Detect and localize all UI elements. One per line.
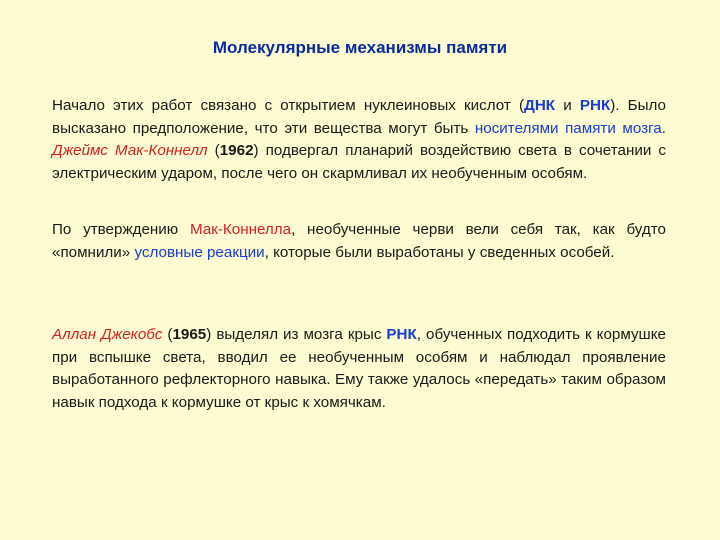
text-segment: и — [555, 97, 580, 114]
text-segment: По утверждению — [52, 221, 190, 238]
person-mcconnell-genitive: Мак-Коннелла — [189, 221, 292, 238]
term-rnk: РНК — [579, 97, 611, 114]
term-dnk: ДНК — [524, 97, 556, 114]
year-1965: 1965 — [172, 326, 207, 343]
term-conditioned-reflexes: условные реакции — [134, 243, 265, 261]
text-segment: , которые были выработаны у сведенных особей. — [264, 243, 615, 261]
paragraph-nucleic-acids — [52, 95, 666, 185]
text-segment: . — [661, 119, 666, 137]
text-segment: ) выделял из мозга крыс — [206, 326, 387, 343]
text-segment: ). Было высказано предположение, что эти вещества могут быть — [52, 97, 666, 137]
slide-title: Молекулярные механизмы памяти — [212, 38, 508, 57]
text-segment: ) подвергал планарий воздействию света в сочетании с электрическим ударом, после чего он скармливал их необученным особям. — [52, 142, 666, 182]
paragraph-jacobs — [52, 324, 666, 414]
text-segment: , необученные черви вели себя так, как будто «помнили» — [52, 221, 666, 261]
term-memory-carriers: носителями памяти мозга — [474, 119, 662, 137]
text-segment: Начало этих работ связано с открытием нуклеиновых кислот ( — [52, 97, 524, 114]
person-mcconnell: Джеймс Мак-Коннелл — [52, 142, 208, 159]
text-segment: ( — [162, 326, 173, 343]
term-rnk-2: РНК — [386, 326, 417, 343]
paragraph-mcconnell-claim — [52, 219, 666, 264]
person-jacobs: Аллан Джекобс — [52, 326, 163, 343]
text-segment: , обученных подходить к кормушке при вспышке света, вводил ее необученным особям и наблюдал проявление выработанного рефлекторного навыка. Ему также удалось «передать» таким образом навык подхода к кормушке от крыс к хомячкам. — [52, 326, 666, 411]
text-segment: ( — [207, 142, 220, 159]
year-1962: 1962 — [219, 142, 254, 159]
